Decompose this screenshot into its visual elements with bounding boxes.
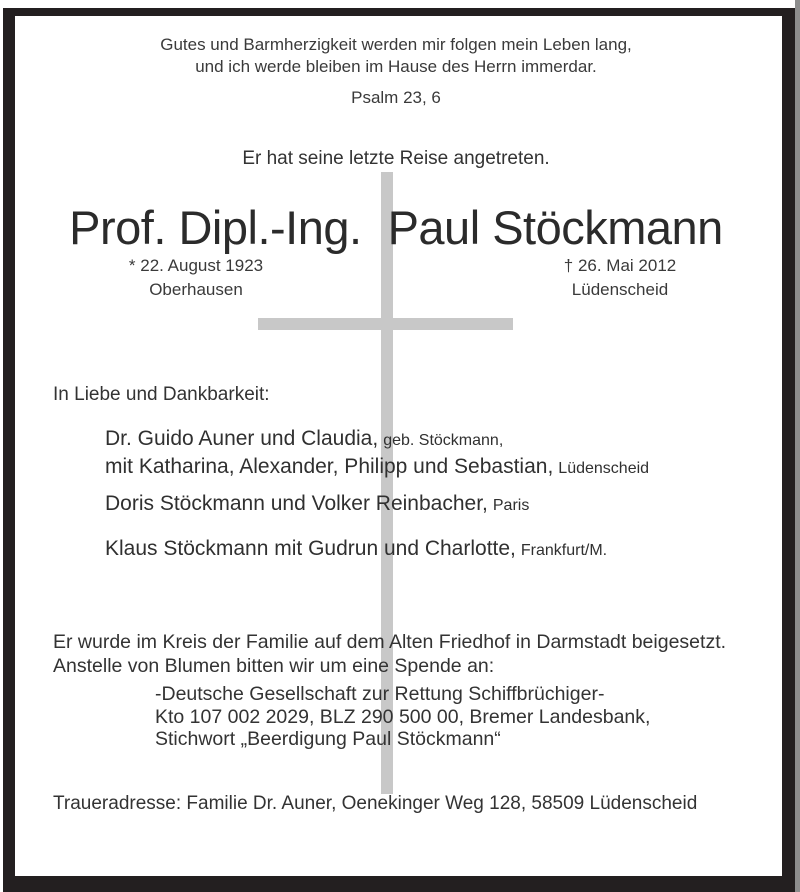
- family-entry-note: geb. Stöckmann,: [383, 432, 504, 449]
- cross-icon: [258, 318, 513, 330]
- family-entry: [105, 426, 649, 482]
- donation-block: [155, 683, 650, 751]
- family-entry-line: mit Katharina, Alexander, Philipp und Sebastian, Lüdenscheid: [105, 455, 650, 478]
- burial-line-1: Er wurde im Kreis der Familie auf dem Alten Friedhof in Darmstadt beigesetzt.: [53, 631, 727, 653]
- announcement-line: Er hat seine letzte Reise angetreten.: [242, 148, 550, 169]
- family-entry: Doris Stöckmann und Volker Reinbacher, Paris: [105, 492, 530, 515]
- family-entry-note: Lüdenscheid: [558, 460, 650, 477]
- death-symbol: †: [563, 256, 574, 275]
- mourning-address: Traueradresse: Familie Dr. Auner, Oenekinger Weg 128, 58509 Lüdenscheid: [53, 793, 698, 814]
- burial-paragraph: [53, 630, 726, 678]
- birth-details: [76, 254, 316, 302]
- birth-place: Oberhausen: [149, 280, 243, 299]
- burial-line-2: Anstelle von Blumen bitten wir um eine Spende an:: [53, 655, 495, 677]
- family-entry: Klaus Stöckmann mit Gudrun und Charlotte, Frankfurt/M.: [105, 537, 608, 560]
- birth-date: * 22. August 1923: [128, 256, 264, 275]
- birth-symbol: *: [128, 256, 136, 275]
- scripture-source: Psalm 23, 6: [351, 88, 441, 107]
- death-place: Lüdenscheid: [571, 280, 669, 299]
- deceased-title: Prof. Dipl.-Ing.: [69, 201, 362, 254]
- scripture-quote: [0, 34, 792, 109]
- family-entry-line: Dr. Guido Auner und Claudia, geb. Stöckmann,: [105, 427, 504, 450]
- donation-account: Kto 107 002 2029, BLZ 290 500 00, Bremer Landesbank,: [155, 705, 651, 728]
- family-entry-note: Paris: [492, 497, 530, 514]
- deceased-name: [0, 202, 792, 254]
- death-details: [500, 254, 740, 302]
- donation-organization: -Deutsche Gesellschaft zur Rettung Schiffbrüchiger-: [155, 683, 605, 705]
- death-date: † 26. Mai 2012: [563, 256, 677, 275]
- donation-keyword: Stichwort „Beerdigung Paul Stöckmann“: [155, 728, 501, 750]
- scripture-line-2: und ich werde bleiben im Hause des Herrn immerdar.: [195, 57, 597, 76]
- deceased-given-name: Paul Stöckmann: [387, 201, 723, 254]
- scan-edge: [795, 0, 800, 892]
- family-entry-note: Frankfurt/M.: [520, 542, 608, 559]
- scripture-line-1: Gutes und Barmherzigkeit werden mir folgen mein Leben lang,: [160, 35, 632, 54]
- family-intro: In Liebe und Dankbarkeit:: [53, 384, 270, 405]
